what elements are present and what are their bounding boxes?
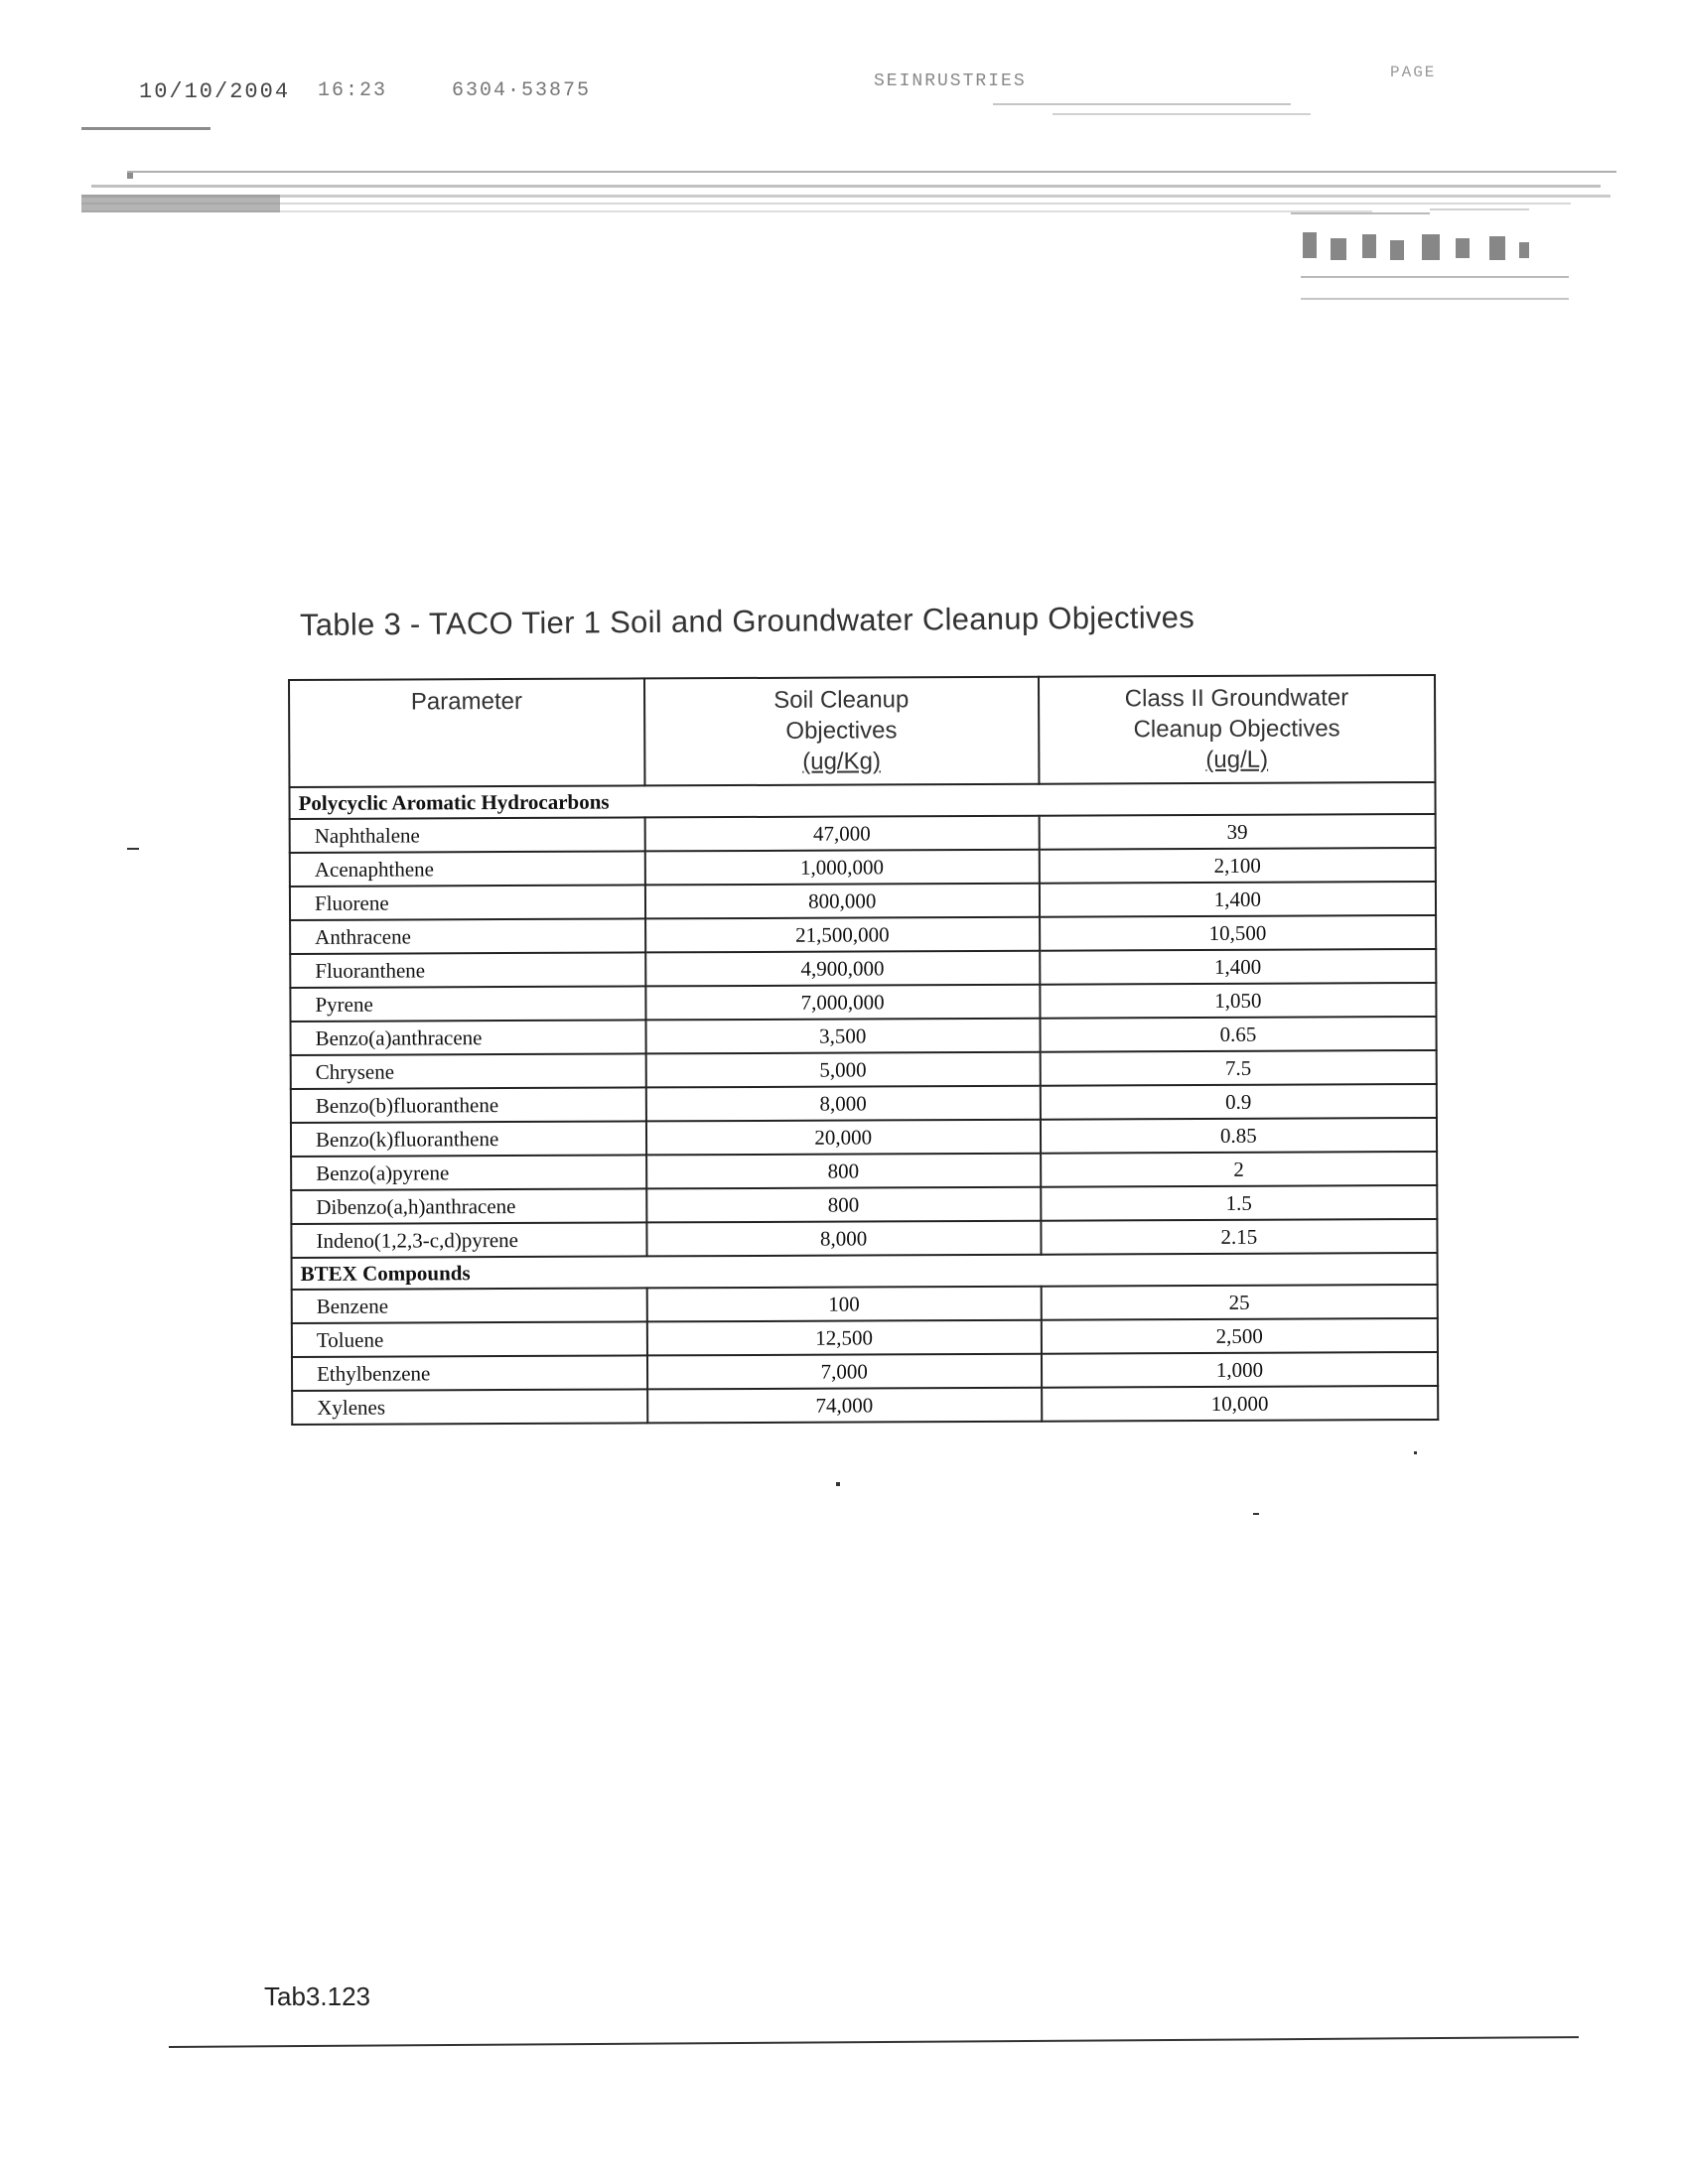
groundwater-value-cell: 1,400	[1040, 949, 1436, 985]
header-gw-line2: Cleanup Objectives	[1133, 715, 1340, 744]
groundwater-value-cell: 1,400	[1040, 882, 1436, 917]
soil-value-cell: 21,500,000	[645, 917, 1040, 953]
fax-time: 16:23	[318, 79, 388, 102]
soil-value-cell: 800	[646, 1154, 1041, 1189]
header-gw-line1: Class II Groundwater	[1124, 684, 1349, 713]
group-row-pah	[289, 782, 1435, 819]
parameter-cell: Indeno(1,2,3-c,d)pyrene	[291, 1222, 646, 1258]
header-groundwater-cleanup	[1039, 675, 1436, 784]
soil-value-cell: 3,500	[645, 1019, 1040, 1054]
soil-value-cell: 7,000	[647, 1354, 1042, 1390]
header-soil-line1: Soil Cleanup	[773, 686, 910, 714]
groundwater-value-cell: 2,100	[1040, 848, 1436, 884]
parameter-cell: Anthracene	[290, 918, 645, 954]
soil-value-cell: 7,000,000	[645, 985, 1040, 1021]
soil-value-cell: 47,000	[644, 816, 1039, 852]
soil-value-cell: 800	[646, 1187, 1041, 1223]
groundwater-value-cell: 0.85	[1041, 1118, 1437, 1154]
parameter-cell: Ethylbenzene	[292, 1355, 647, 1391]
soil-value-cell: 4,900,000	[645, 951, 1040, 987]
parameter-cell: Toluene	[292, 1321, 647, 1357]
groundwater-value-cell: 10,500	[1040, 915, 1436, 951]
soil-value-cell: 100	[646, 1287, 1041, 1322]
header-soil-unit: (ug/Kg)	[802, 748, 881, 775]
header-parameter	[289, 678, 644, 787]
cleanup-objectives-table	[288, 674, 1439, 1426]
groundwater-value-cell: 2.15	[1041, 1219, 1437, 1255]
header-soil-cleanup	[644, 677, 1040, 786]
table-row	[292, 1352, 1438, 1391]
footer-file-id: Tab3.123	[264, 1981, 370, 2011]
fax-sender: SEINRUSTRIES	[874, 71, 1027, 91]
table-row	[291, 1118, 1437, 1157]
parameter-cell: Xylenes	[292, 1389, 647, 1425]
table-row	[290, 882, 1436, 920]
table-row	[290, 983, 1436, 1022]
parameter-cell: Fluoranthene	[290, 952, 645, 988]
soil-value-cell: 800,000	[645, 884, 1040, 919]
table-row	[290, 848, 1436, 887]
soil-value-cell: 1,000,000	[644, 850, 1039, 886]
parameter-cell: Fluorene	[290, 885, 645, 920]
table-row	[290, 915, 1436, 954]
groundwater-value-cell: 0.65	[1040, 1017, 1436, 1052]
groundwater-value-cell: 7.5	[1040, 1050, 1436, 1086]
table-row	[292, 1318, 1438, 1357]
groundwater-value-cell: 0.9	[1041, 1084, 1437, 1120]
groundwater-value-cell: 25	[1041, 1285, 1437, 1320]
table-row	[291, 1219, 1437, 1258]
parameter-cell: Benzene	[292, 1288, 647, 1323]
groundwater-value-cell: 10,000	[1042, 1386, 1438, 1422]
table-row	[291, 1152, 1437, 1190]
soil-value-cell: 8,000	[645, 1086, 1040, 1122]
header-soil-line2: Objectives	[785, 717, 898, 745]
groundwater-value-cell: 2,500	[1042, 1318, 1438, 1354]
parameter-cell: Acenaphthene	[290, 851, 645, 887]
table-row	[291, 1185, 1437, 1224]
table-row	[291, 1084, 1437, 1123]
table-row	[291, 1050, 1437, 1089]
fax-date: 10/10/2004	[139, 79, 291, 104]
header-parameter-label: Parameter	[410, 687, 522, 716]
fax-noise-band	[0, 0, 1684, 318]
groundwater-value-cell: 1,000	[1042, 1352, 1438, 1388]
group-row-btex	[292, 1253, 1438, 1290]
header-gw-unit: (ug/L)	[1205, 746, 1269, 773]
soil-value-cell: 8,000	[646, 1221, 1041, 1257]
groundwater-value-cell: 1,050	[1040, 983, 1436, 1019]
parameter-cell: Dibenzo(a,h)anthracene	[291, 1188, 646, 1224]
parameter-cell: Benzo(k)fluoranthene	[291, 1121, 646, 1157]
group-label: BTEX Compounds	[292, 1253, 1438, 1290]
group-label: Polycyclic Aromatic Hydrocarbons	[289, 782, 1435, 819]
soil-value-cell: 5,000	[645, 1052, 1040, 1088]
table-header-row	[289, 675, 1435, 787]
fax-page-label: PAGE	[1390, 64, 1437, 81]
parameter-cell: Benzo(b)fluoranthene	[291, 1087, 646, 1123]
footer-rule	[169, 2036, 1579, 2048]
parameter-cell: Benzo(a)pyrene	[291, 1155, 646, 1190]
parameter-cell: Benzo(a)anthracene	[291, 1020, 646, 1055]
table-row	[290, 949, 1436, 988]
parameter-cell: Chrysene	[291, 1053, 646, 1089]
groundwater-value-cell: 1.5	[1041, 1185, 1437, 1221]
groundwater-value-cell: 39	[1039, 814, 1435, 850]
soil-value-cell: 74,000	[647, 1388, 1042, 1424]
table-row	[292, 1285, 1438, 1323]
soil-value-cell: 12,500	[646, 1320, 1041, 1356]
page-title: Table 3 - TACO Tier 1 Soil and Groundwater Cleanup Objectives	[299, 600, 1195, 642]
table-row	[290, 814, 1436, 853]
table-row	[292, 1386, 1438, 1425]
cleanup-table-container	[288, 674, 1439, 1426]
soil-value-cell: 20,000	[646, 1120, 1041, 1156]
parameter-cell: Pyrene	[290, 986, 645, 1022]
parameter-cell: Naphthalene	[290, 817, 645, 853]
fax-number: 6304·53875	[452, 79, 592, 102]
table-row	[291, 1017, 1437, 1055]
groundwater-value-cell: 2	[1041, 1152, 1437, 1187]
